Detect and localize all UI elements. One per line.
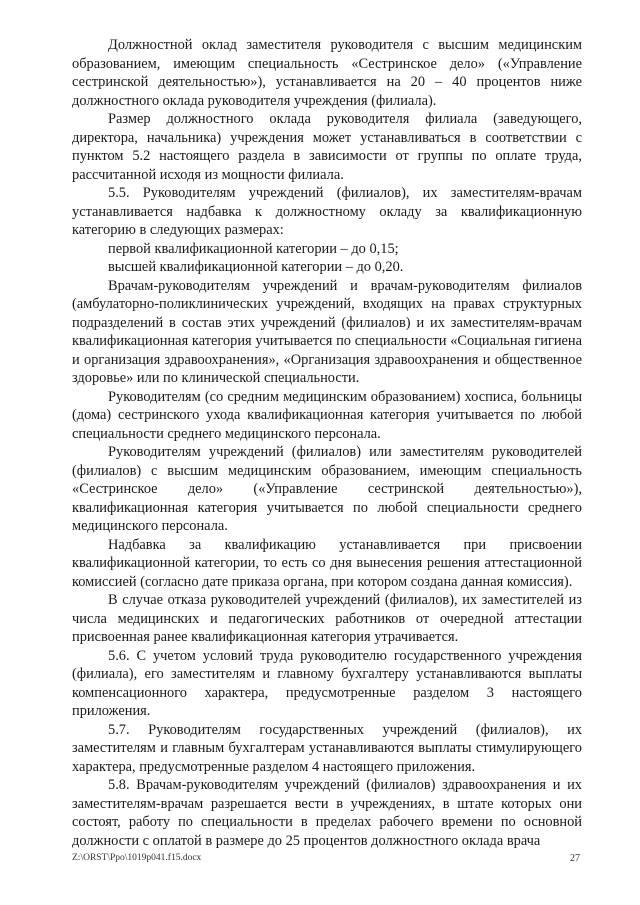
paragraph-nursing-heads: Руководителям учреждений (филиалов) или заместителям руководителей (филиалов) с высшим медицинским образованием, имеющим специальность «Сестринское дело» («Управление сестринской деятельностью»), квалификационная категория учитывается по любой специальности среднего медицинского персонала. [72,444,582,534]
paragraph-doctors-category: Врачам-руководителям учреждений и врачам-руководителям филиалов (амбулаторно-поликлинических учреждений, входящих на правах структурных подразделений в состав этих учреждений (филиалов) и их заместителям-врачам квалификационная категория учитывается по специальности «Социальная гигиена и организация здравоохранения», «Организация здравоохранения и общественное здоровье» или по клинической специальности. [72,277,582,386]
paragraph-deputy-salary: Должностной оклад заместителя руководителя с высшим медицинским образованием, имеющим специальность «Сестринское дело» («Управление сестринской деятельностью»), устанавливается на 20 – 40 процентов ниже должностного оклада руководителя учреждения (филиала). [72,37,582,109]
paragraph-qualification-bonus: Надбавка за квалификацию устанавливается при присвоении квалификационной категории, то есть со дня вынесения решения аттестационной комиссией (согласно дате приказа органа, при котором создана данная комиссия). [72,536,582,590]
paragraph-first-category: первой квалификационной категории – до 0,15; [108,240,399,257]
footer-file-path: Z:\ORST\Ppo\1019p041.f15.docx [72,853,202,863]
paragraph-5-7: 5.7. Руководителям государственных учреждений (филиалов), их заместителям и главным бухгалтерам устанавливаются выплаты стимулирующего характера, предусмотренные разделом 4 настоящего приложения. [72,721,582,775]
document-body [72,36,582,850]
paragraph-5-5: 5.5. Руководителям учреждений (филиалов), их заместителям-врачам устанавливается надбавка к должностному окладу за квалификационную категорию в следующих размерах: [72,185,582,238]
paragraph-5-8: 5.8. Врачам-руководителям учреждений (филиалов) здравоохранения и их заместителям-врачам разрешается вести в учреждениях, в штате которых они состоят, работу по специальности в пределах рабочего времени по основной должности с оплатой в размере до 25 процентов должностного оклада врача [72,777,582,849]
paragraph-hospice-heads: Руководителям (со средним медицинским образованием) хосписа, больницы (дома) сестринского ухода квалификационная категория учитывается по любой специальности среднего медицинского персонала. [72,388,582,442]
paragraph-5-6: 5.6. С учетом условий труда руководителю государственного учреждения (филиала), его заместителям и главному бухгалтеру устанавливаются выплаты компенсационного характера, предусмотренные разделом 3 настоящего приложения. [72,647,582,719]
paragraph-branch-head-salary: Размер должностного оклада руководителя филиала (заведующего, директора, начальника) учреждения может устанавливаться в соответствии с пунктом 5.2 настоящего раздела в зависимости от группы по оплате труда, рассчитанной исходя из мощности филиала. [72,111,582,183]
page-number: 27 [570,853,580,864]
paragraph-highest-category: высшей квалификационной категории – до 0,20. [108,259,404,275]
paragraph-attestation-refusal: В случае отказа руководителей учреждений (филиалов), их заместителей из числа медицинских и педагогических работников от очередной аттестации присвоенная ранее квалификационная категория утрачивается. [72,592,582,645]
